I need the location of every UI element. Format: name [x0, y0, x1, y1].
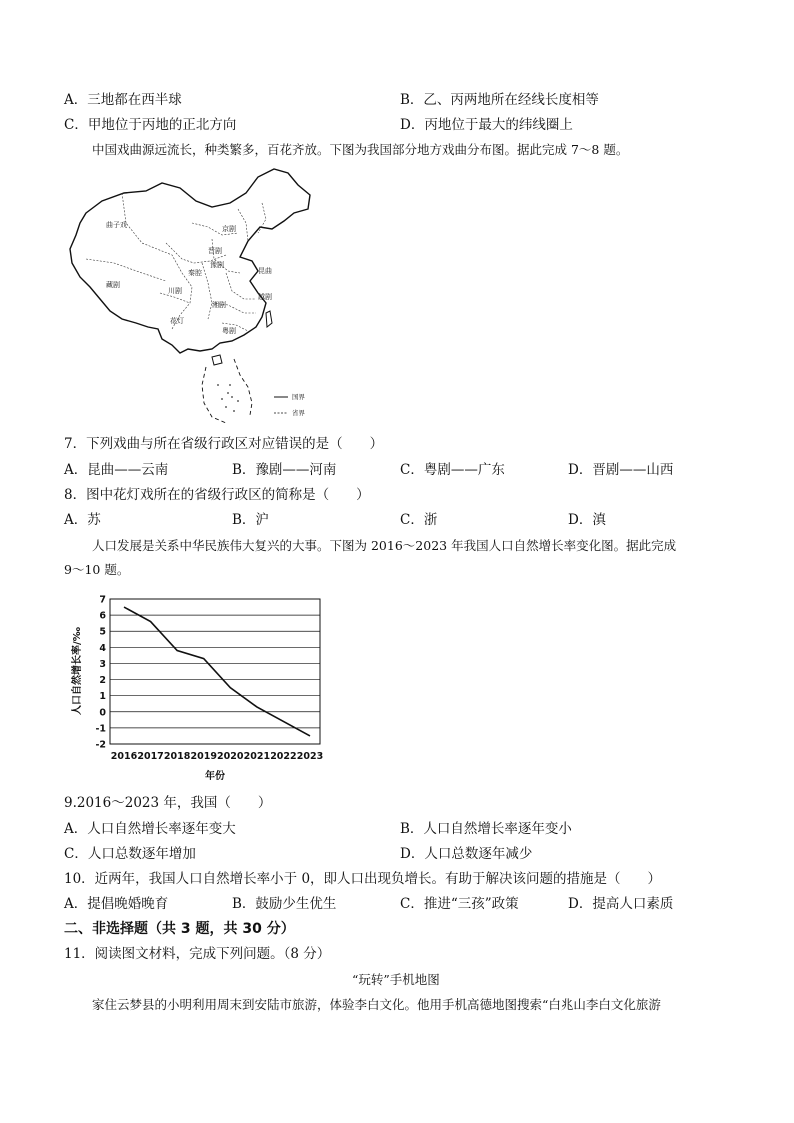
x-tick-label: 2019 [190, 751, 217, 762]
q9-stem: 9.2016～2023 年，我国（ ） [64, 795, 272, 811]
y-tick-labels [95, 595, 106, 751]
q9-option-b: B．人口自然增长率逐年变小 [400, 821, 572, 837]
y-axis-label: 人口自然增长率/‰ [72, 626, 83, 716]
x-tick-labels [111, 751, 323, 762]
q9-option-d: D．人口总数逐年减少 [400, 846, 533, 862]
q9-option-c: C．人口总数逐年增加 [64, 846, 196, 862]
q11-text: 家住云梦县的小明利用周末到安陆市旅游，体验李白文化。他用手机高德地图搜索“白兆山李白文化旅游 [92, 997, 661, 1012]
q6-option-b: B．乙、丙两地所在经线长度相等 [400, 92, 599, 108]
opera-distribution-map [62, 163, 322, 425]
section-2-heading: 二、非选择题（共 3 题，共 30 分） [64, 921, 295, 937]
q9-option-a: A．人口自然增长率逐年变大 [64, 821, 236, 837]
q6-option-d: D．丙地位于最大的纬线圈上 [400, 117, 573, 133]
y-tick-label: 5 [99, 626, 106, 638]
q8-option-c: C．浙 [400, 512, 438, 528]
q11-stem: 11．阅读图文材料，完成下列问题。（8 分） [64, 946, 331, 962]
x-tick-label: 2017 [137, 751, 164, 762]
x-tick-label: 2022 [270, 751, 297, 762]
y-tick-label: 4 [99, 642, 106, 654]
q8-stem: 8．图中花灯戏所在的省级行政区的简称是（ ） [64, 487, 370, 503]
map-label-jingju: 京剧 [222, 225, 236, 233]
map-label-yuju: 豫剧 [210, 261, 224, 269]
map-label-chuanju: 川剧 [168, 287, 182, 295]
map-label-jinju: 晋剧 [208, 247, 222, 255]
intro-7-8: 中国戏曲源远流长，种类繁多，百花齐放。下图为我国部分地方戏曲分布图。据此完成 7～8 题。 [92, 142, 629, 157]
q10-option-a: A．提倡晚婚晚育 [64, 896, 169, 912]
q11-title: “玩转”手机地图 [352, 972, 440, 987]
y-tick-label: 7 [99, 594, 106, 606]
y-tick-label: 2 [99, 675, 106, 687]
q10-option-c: C．推进“三孩”政策 [400, 896, 519, 912]
q10-option-d: D．提高人口素质 [568, 896, 674, 912]
q7-option-a: A．昆曲——云南 [64, 462, 169, 478]
provincial-borders [86, 193, 266, 331]
q10-stem: 10．近两年，我国人口自然增长率小于 0，即人口出现负增长。有助于解决该问题的措施是（ ） [64, 871, 662, 887]
map-label-zangju: 藏剧 [106, 281, 120, 289]
x-tick-label: 2021 [243, 751, 271, 762]
map-label-huadeng: 花灯 [170, 317, 184, 325]
x-tick-label: 2023 [296, 751, 324, 762]
q8-option-d: D．滇 [568, 512, 606, 528]
map-label-quzixi: 曲子戏 [106, 221, 127, 229]
intro-9-10-line1: 人口发展是关系中华民族伟大复兴的大事。下图为 2016～2023 年我国人口自然增长率变化图。据此完成 [92, 538, 677, 553]
natural-growth-rate-chart [62, 587, 327, 785]
series-line [124, 607, 310, 736]
legend-national-label: 国界 [292, 393, 305, 401]
q8-option-a: A．苏 [64, 512, 101, 528]
y-tick-label: 0 [99, 707, 106, 719]
map-label-kunqu: 昆曲 [258, 267, 272, 275]
taiwan-island [266, 311, 272, 327]
south-sea-line [202, 359, 252, 423]
intro-9-10-line2: 9～10 题。 [64, 562, 130, 577]
y-tick-label: -2 [95, 739, 106, 751]
hainan-island [212, 355, 222, 365]
x-axis-label: 年份 [205, 771, 225, 782]
y-tick-label: 1 [99, 691, 106, 703]
y-tick-label: -1 [95, 723, 106, 735]
china-outline [70, 169, 310, 353]
y-tick-label: 6 [99, 610, 106, 622]
q7-stem: 7．下列戏曲与所在省级行政区对应错误的是（ ） [64, 436, 384, 452]
q6-option-c: C．甲地位于丙地的正北方向 [64, 117, 237, 133]
x-tick-label: 2020 [217, 751, 244, 762]
q7-option-d: D．晋剧——山西 [568, 462, 674, 478]
y-tick-label: 3 [99, 658, 106, 670]
map-label-xiangju: 湘剧 [212, 301, 226, 309]
map-label-qinqiang: 秦腔 [188, 269, 202, 277]
q8-option-b: B．沪 [232, 512, 269, 528]
q6-option-a: A．三地都在西半球 [64, 92, 182, 108]
legend-provincial-label: 省界 [292, 409, 305, 417]
x-tick-label: 2018 [163, 751, 191, 762]
q7-option-c: C．粤剧——广东 [400, 462, 505, 478]
map-label-yueju-zhejiang: 越剧 [258, 293, 272, 301]
x-tick-label: 2016 [110, 751, 138, 762]
map-label-yueju-guangdong: 粤剧 [222, 327, 236, 335]
q7-option-b: B．豫剧——河南 [232, 462, 337, 478]
q10-option-b: B．鼓励少生优生 [232, 896, 337, 912]
